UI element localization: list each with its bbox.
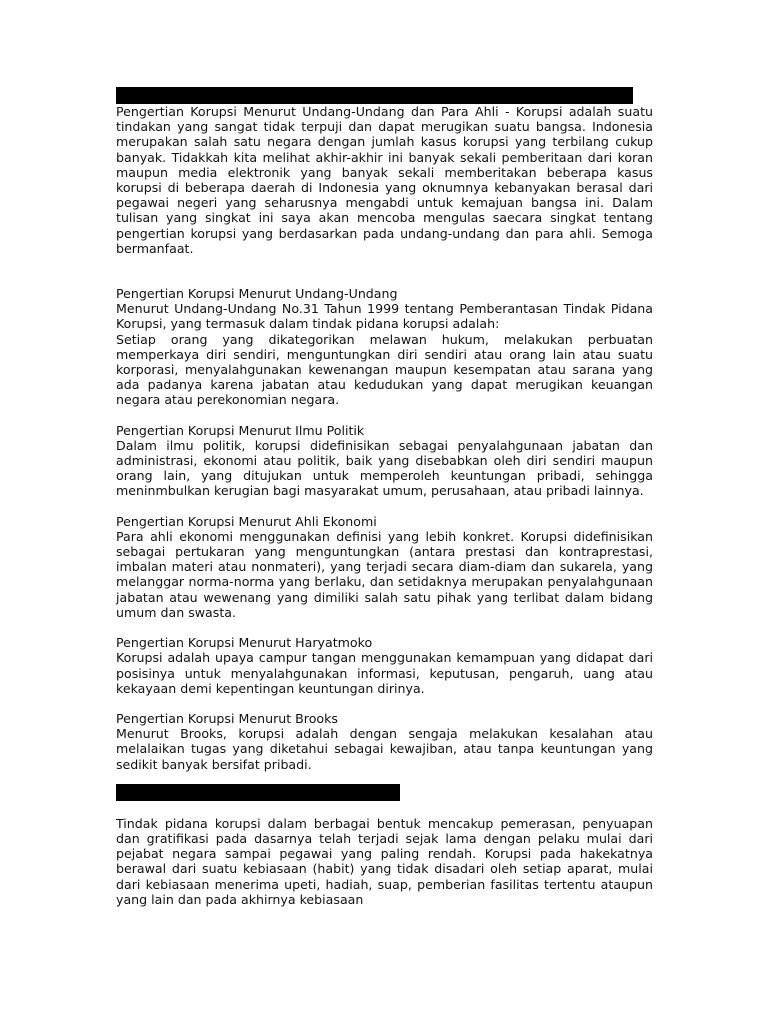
section-heading-haryatmoko: Pengertian Korupsi Menurut Haryatmoko [116,635,373,651]
redacted-heading-bar [116,784,400,801]
section-paragraph: Dalam ilmu politik, korupsi didefinisikan sebagai penyalahgunaan jabatan dan administrasi, ekonomi atau politik, baik yang disebabkan oleh diri sendiri maupun orang lain, yang ditujukan untuk memperoleh keuntungan pribadi, sehingga meninmbulkan kerugian bagi masyarakat umum, perusahaan, atau pribadi lainnya. [116,437,653,499]
closing-paragraph: Tindak pidana korupsi dalam berbagai bentuk mencakup pemerasan, penyuapan dan gratifikasi pada dasarnya telah terjadi sejak lama dengan pelaku mulai dari pejabat negara sampai pegawai yang paling rendah. Korupsi pada hakekatnya berawal dari suatu kebiasaan (habit) yang tidak disadari oleh setiap aparat, mulai dari kebiasaan menerima upeti, hadiah, suap, pemberian fasilitas tertentu ataupun yang lain dan pada akhirnya kebiasaan [116,815,653,907]
section-heading-ilmu-politik: Pengertian Korupsi Menurut Ilmu Politik [116,422,365,438]
document-page [116,87,653,907]
section-paragraph: Menurut Brooks, korupsi adalah dengan sengaja melakukan kesalahan atau melalaikan tugas yang diketahui sebagai kewajiban, atau tanpa keuntungan yang sedikit banyak bersifat pribadi. [116,726,653,772]
section-heading-ahli-ekonomi: Pengertian Korupsi Menurut Ahli Ekonomi [116,513,377,529]
section-paragraph: Para ahli ekonomi menggunakan definisi yang lebih konkret. Korupsi didefinisikan sebagai pertukaran yang menguntungkan (antara prestasi dan kontraprestasi, imbalan materi atau nonmateri), yang terjadi secara diam-diam dan sukarela, yang melanggar norma-norma yang berlaku, dan setidaknya merupakan penyalahgunaan jabatan atau wewenang yang dimiliki salah satu pihak yang terlibat dalam bidang umum dan swasta. [116,528,653,620]
section-paragraph: Korupsi adalah upaya campur tangan menggunakan kemampuan yang didapat dari posisinya untuk menyalahgunakan informasi, keputusan, pengaruh, uang atau kekayaan demi kepentingan keuntungan dirinya. [116,650,653,696]
redacted-title-bar [116,87,633,104]
section-paragraph: Menurut Undang-Undang No.31 Tahun 1999 tentang Pemberantasan Tindak Pidana Korupsi, yang termasuk dalam tindak pidana korupsi adalah: [116,301,653,332]
section-heading-brooks: Pengertian Korupsi Menurut Brooks [116,710,338,726]
section-heading-undang-undang: Pengertian Korupsi Menurut Undang-Undang [116,286,398,302]
section-paragraph: Setiap orang yang dikategorikan melawan hukum, melakukan perbuatan memperkaya diri sendiri, menguntungkan diri sendiri atau orang lain atau suatu korporasi, menyalahgunakan kewenangan maupun kesempatan atau sarana yang ada padanya karena jabatan atau kedudukan yang dapat merugikan keuangan negara atau perekonomian negara. [116,331,653,408]
intro-paragraph: Pengertian Korupsi Menurut Undang-Undang dan Para Ahli - Korupsi adalah suatu tindakan yang sangat tidak terpuji dan dapat merugikan suatu bangsa. Indonesia merupakan salah satu negara dengan jumlah kasus korupsi yang terbilang cukup banyak. Tidakkah kita melihat akhir-akhir ini banyak sekali pemberitaan dari koran maupun media elektronik yang banyak sekali memberitakan beberapa kasus korupsi di beberapa daerah di Indonesia yang oknumnya kebanyakan berasal dari pegawai negeri yang seharusnya mengabdi untuk kemajuan bangsa ini. Dalam tulisan yang singkat ini saya akan mencoba mengulas saecara singkat tentang pengertian korupsi yang berdasarkan pada undang-undang dan para ahli. Semoga bermanfaat. [116,104,653,256]
